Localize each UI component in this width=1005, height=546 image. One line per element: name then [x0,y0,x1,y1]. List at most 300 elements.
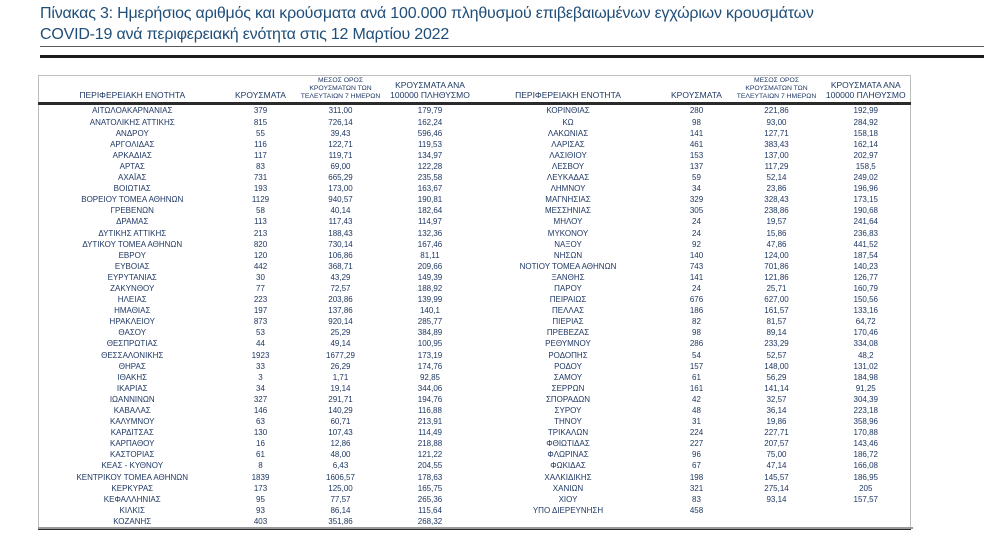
per100k-cell: 170,88 [853,428,878,438]
per100k-cell: 196,96 [853,184,878,194]
cases-cell: 820 [253,239,268,249]
region-name-cell: ΚΟΖΑΝΗΣ [39,516,226,529]
table-row [39,194,911,205]
per100k-cell: 163,67 [417,184,443,194]
avg7-cell: 328,43 [764,195,789,205]
cases-cell: 161 [689,383,704,393]
per100k-cell: 160,79 [853,283,878,293]
per100k-cell: 133,16 [853,306,878,316]
page-title-line1: Πίνακας 3: Ημερήσιος αριθμός και κρούσματα ανά 100.000 πληθυσμού επιβεβαιωμένων εγχώριων κρουσμάτων [40,5,814,22]
avg7-cell: 920,14 [328,317,353,327]
avg7-cell: 161,57 [764,306,789,316]
per100k-cell: 81,11 [420,250,440,260]
region-name-cell: ΑΝΑΤΟΛΙΚΗΣ ΑΤΤΙΚΗΣ [89,117,175,127]
cases-cell: 141 [689,272,704,282]
avg7-cell: 60,71 [330,417,351,427]
cases-cell: 55 [256,128,265,138]
per100k-cell: 202,97 [853,150,878,160]
region-name-cell: ΠΕΛΛΑΣ [551,306,585,316]
avg7-cell: 47,14 [766,461,787,471]
per100k-cell: 190,81 [417,195,443,205]
table-row [39,505,911,516]
per100k-cell: 173,19 [417,350,443,360]
per100k-cell: 116,88 [418,406,442,416]
table-row [39,183,911,194]
region-name-cell: ΜΗΛΟΥ [553,217,583,227]
table-row [39,427,911,438]
cases-cell: 30 [256,272,265,282]
cases-cell: 403 [226,516,296,529]
region-name-cell: ΦΛΩΡΙΝΑΣ [547,450,589,460]
table-row [39,316,911,327]
per100k-cell: 268,32 [386,516,475,529]
cases-cell: 305 [689,206,704,216]
region-name-cell: ΕΥΒΟΙΑΣ [114,261,150,271]
per100k-cell: 92,85 [419,372,441,382]
cases-cell: 61 [692,372,701,382]
avg7-cell: 311,00 [328,106,353,116]
region-name-cell: ΜΥΚΟΝΟΥ [547,228,589,238]
region-name-cell: ΒΟΡΕΙΟΥ ΤΟΜΕΑ ΑΘΗΝΩΝ [81,195,184,205]
region-name-cell: ΔΡΑΜΑΣ [116,217,149,227]
table-row [39,472,911,483]
cases-cell: 24 [692,228,701,238]
cases-cell: 44 [256,339,265,349]
cases-cell: 731 [253,173,268,183]
cases-cell: 1839 [251,472,270,482]
per100k-cell: 188,92 [417,283,443,293]
cases-cell: 223 [253,295,268,305]
table-row [39,117,911,128]
cases-cell: 82 [692,317,701,327]
cases-cell: 33 [256,361,265,371]
cases-cell: 98 [692,328,701,338]
avg7-cell: 238,86 [764,206,789,216]
avg7-cell: 93,14 [766,494,787,504]
per100k-cell: 384,89 [417,328,443,338]
cases-cell: 113 [254,217,267,227]
avg7-cell: 1,71 [332,372,349,382]
cases-cell: 379 [253,106,268,116]
table-row [39,139,911,150]
per100k-cell: 205 [859,483,873,493]
per100k-cell: 140,1 [419,306,441,316]
table-row [39,216,911,227]
col-header-per100k-right: ΚΡΟΥΣΜΑΤΑ ΑΝΑ 100000 ΠΛΗΘΥΣΜΟ [822,76,911,104]
region-name-cell: ΠΙΕΡΙΑΣ [552,317,584,327]
region-name-cell: ΝΟΤΙΟΥ ΤΟΜΕΑ ΑΘΗΝΩΝ [519,261,617,271]
col-header-region-left: ΠΕΡΙΦΕΡΕΙΑΚΗ ΕΝΟΤΗΤΑ [39,76,226,104]
avg7-cell: 36,14 [766,406,787,416]
per100k-cell: 143,46 [853,439,878,449]
covid-cases-table [38,75,911,530]
table-row [39,150,911,161]
per100k-cell: 121,22 [417,450,443,460]
region-name-cell: ΞΑΝΘΗΣ [551,272,585,282]
region-name-cell: ΙΚΑΡΙΑΣ [116,383,148,393]
avg7-cell: 32,57 [766,394,787,404]
region-name-cell: ΚΑΛΥΜΝΟΥ [110,417,155,427]
cases-cell: 61 [256,450,265,460]
cases-cell: 16 [256,439,265,449]
avg7-cell: 77,57 [330,494,351,504]
table-row [39,272,911,283]
per100k-cell: 178,63 [417,472,443,482]
per100k-cell: 114,97 [418,217,442,227]
col-header-avg7-right: ΜΕΣΟΣ ΟΡΟΣ ΚΡΟΥΣΜΑΤΩΝ ΤΩΝ ΤΕΛΕΥΤΑΙΩΝ 7 ΗΜΕΡΩΝ [732,76,822,104]
avg7-cell: 48,00 [330,450,351,460]
cases-cell: 461 [689,139,704,149]
cases-cell: 213 [253,228,268,238]
avg7-cell: 124,00 [764,250,789,260]
per100k-cell: 187,54 [853,250,878,260]
region-name-cell: ΖΑΚΥΝΘΟΥ [110,283,155,293]
avg7-cell [732,505,822,516]
cases-cell: 96 [692,450,701,460]
page-title [40,3,970,45]
avg7-cell: 351,86 [296,516,386,529]
table-row [39,305,911,316]
table-row [39,405,911,416]
region-name-cell: ΔΥΤΙΚΗΣ ΑΤΤΙΚΗΣ [98,228,167,238]
table-row [39,261,911,272]
avg7-cell: 145,57 [764,472,789,482]
region-name-cell: ΣΑΜΟΥ [553,372,583,382]
region-name-cell: ΤΗΝΟΥ [554,417,582,427]
avg7-cell: 701,86 [764,261,789,271]
per100k-cell: 134,97 [417,150,443,160]
table-row [39,161,911,172]
cases-cell: 59 [692,173,701,183]
table-row [39,283,911,294]
region-name-cell: ΝΗΣΩΝ [553,250,583,260]
title-divider-thick [40,55,984,58]
avg7-cell: 173,00 [328,184,353,194]
region-name-cell: ΛΑΡΙΣΑΣ [551,139,585,149]
avg7-cell: 117,29 [764,161,789,171]
region-name-cell: ΕΒΡΟΥ [118,250,146,260]
bottom-divider [38,527,913,529]
per100k-cell: 192,99 [853,106,878,116]
cases-cell: 141 [689,128,704,138]
cases-cell: 153 [689,150,704,160]
cases-cell: 140 [689,250,704,260]
region-name-cell: ΚΕΝΤΡΙΚΟΥ ΤΟΜΕΑ ΑΘΗΝΩΝ [76,472,189,482]
per100k-cell: 285,77 [417,317,443,327]
region-name-cell: ΑΙΤΩΛΟΑΚΑΡΝΑΝΙΑΣ [92,106,173,116]
region-name-cell: ΛΕΣΒΟΥ [551,161,585,171]
table-row [39,460,911,471]
cases-cell: 34 [256,383,265,393]
per100k-cell: 91,25 [855,383,876,393]
per100k-cell: 304,39 [853,394,878,404]
per100k-cell: 114,49 [418,428,442,438]
per100k-cell: 131,02 [853,361,878,371]
avg7-cell: 291,71 [328,394,353,404]
per100k-cell: 100,95 [417,339,443,349]
avg7-cell: 122,71 [328,139,353,149]
region-name-cell: ΙΘΑΚΗΣ [117,372,148,382]
region-name-cell: ΡΕΘΥΜΝΟΥ [545,339,591,349]
per100k-cell: 139,99 [417,295,443,305]
cases-cell: 54 [692,350,701,360]
region-name-cell: ΘΕΣΠΡΩΤΙΑΣ [106,339,158,349]
region-name-cell: ΡΟΔΟΠΗΣ [548,350,588,360]
cases-cell: 130 [253,428,268,438]
avg7-cell: 665,29 [328,173,353,183]
region-name-cell: ΗΡΑΚΛΕΙΟΥ [109,317,155,327]
per100k-cell: 186,95 [853,472,878,482]
region-name-cell: ΘΑΣΟΥ [118,328,147,338]
region-name-cell: ΚΑΡΔΙΤΣΑΣ [110,428,154,438]
col-header-region-right: ΠΕΡΙΦΕΡΕΙΑΚΗ ΕΝΟΤΗΤΑ [475,76,662,104]
avg7-cell: 52,14 [766,173,787,183]
per100k-cell: 158,5 [855,161,876,171]
table-row [39,361,911,372]
cases-cell: 329 [689,195,704,205]
avg7-cell: 39,43 [330,128,351,138]
region-name-cell: ΛΕΥΚΑΔΑΣ [546,173,590,183]
avg7-cell: 81,57 [766,317,787,327]
avg7-cell: 221,86 [764,106,789,116]
region-name-cell: ΜΕΣΣΗΝΙΑΣ [545,206,591,216]
avg7-cell: 233,29 [764,339,789,349]
cases-cell: 24 [692,283,701,293]
avg7-cell: 47,86 [766,239,787,249]
avg7-cell: 121,86 [764,272,789,282]
per100k-cell: 184,98 [853,372,878,382]
table-row [39,205,911,216]
cases-cell: 116 [254,139,267,149]
per100k-cell: 218,88 [417,439,443,449]
cases-cell: 117 [254,150,267,160]
per100k-cell: 596,46 [417,128,443,138]
region-name-cell: ΝΑΞΟΥ [554,239,582,249]
avg7-cell: 117,43 [328,217,353,227]
avg7-cell: 19,14 [330,383,351,393]
region-name-cell: ΑΡΤΑΣ [119,161,145,171]
cases-cell: 280 [689,106,704,116]
table-row [39,327,911,338]
avg7-cell: 137,86 [328,306,353,316]
region-name-cell: ΠΑΡΟΥ [554,283,582,293]
cases-cell: 227 [689,439,704,449]
region-name-cell: ΛΗΜΝΟΥ [550,184,586,194]
avg7-cell: 188,43 [328,228,353,238]
region-name-cell: ΚΕΡΚΥΡΑΣ [111,483,154,493]
table-row [39,294,911,305]
cases-cell: 92 [692,239,701,249]
region-name-cell: ΚΑΒΑΛΑΣ [113,406,151,416]
table-row [39,104,911,117]
per100k-cell: 126,77 [853,272,878,282]
region-name-cell: ΑΡΓΟΛΙΔΑΣ [110,139,155,149]
table-row [39,449,911,460]
avg7-cell: 106,86 [328,250,353,260]
avg7-cell: 383,43 [764,139,789,149]
cases-cell: 63 [256,417,265,427]
avg7-cell: 40,14 [330,206,351,216]
region-name-cell: ΑΝΔΡΟΥ [115,128,149,138]
avg7-cell: 119,71 [328,150,353,160]
avg7-cell: 227,71 [764,428,789,438]
avg7-cell: 23,86 [766,184,787,194]
region-name-cell: ΗΜΑΘΙΑΣ [114,306,151,316]
col-header-avg7-left: ΜΕΣΟΣ ΟΡΟΣ ΚΡΟΥΣΜΑΤΩΝ ΤΩΝ ΤΕΛΕΥΤΑΙΩΝ 7 ΗΜΕΡΩΝ [296,76,386,104]
avg7-cell: 52,57 [766,350,787,360]
region-name-cell: ΕΥΡΥΤΑΝΙΑΣ [107,272,157,282]
cases-cell: 1923 [251,350,270,360]
cases-cell: 83 [692,494,701,504]
avg7-cell: 86,14 [330,505,351,515]
region-name-cell: ΘΕΣΣΑΛΟΝΙΚΗΣ [101,350,164,360]
per100k-cell: 140,23 [853,261,878,271]
cases-cell: 327 [253,394,268,404]
avg7-cell: 940,57 [328,195,353,205]
avg7-cell: 137,00 [764,150,789,160]
cases-cell: 676 [689,295,704,305]
region-name-cell: ΥΠΟ ΔΙΕΡΕΥΝΗΣΗ [532,505,604,515]
avg7-cell: 49,14 [330,339,351,349]
region-name-cell: ΚΙΛΚΙΣ [119,505,145,515]
region-name-cell: ΧΑΛΚΙΔΙΚΗΣ [544,472,592,482]
cases-cell: 77 [256,283,265,293]
region-name-cell: ΣΕΡΡΩΝ [551,383,585,393]
cases-cell: 224 [689,428,704,438]
per100k-cell: 158,18 [853,128,878,138]
avg7-cell: 1677,29 [326,350,355,360]
cases-cell: 83 [256,161,265,171]
cases-cell: 48 [692,406,701,416]
avg7-cell: 56,29 [766,372,787,382]
per100k-cell: 132,36 [417,228,443,238]
table-row [39,128,911,139]
table-row [39,338,911,349]
cases-cell: 8 [258,461,263,471]
cases-cell: 95 [256,494,265,504]
avg7-cell: 43,29 [330,272,351,282]
region-name-cell: ΚΟΡΙΝΘΙΑΣ [546,106,590,116]
region-name-cell: ΛΑΣΙΘΙΟΥ [549,150,587,160]
per100k-cell: 64,72 [855,317,876,327]
cases-cell: 186 [689,306,704,316]
avg7-cell: 25,29 [330,328,351,338]
table-row [39,172,911,183]
per100k-cell: 209,66 [417,261,443,271]
per100k-cell: 284,92 [853,117,878,127]
cases-cell: 42 [692,394,701,404]
avg7-cell: 140,29 [328,406,353,416]
table-row [39,494,911,505]
avg7-cell: 19,57 [766,217,787,227]
region-name-cell: ΧΑΝΙΩΝ [552,483,584,493]
per100k-cell: 167,46 [417,239,443,249]
region-name-cell: ΣΥΡΟΥ [554,406,582,416]
table-row [39,383,911,394]
cases-cell: 458 [689,505,704,515]
cases-cell: 93 [256,505,265,515]
avg7-cell: 275,14 [764,483,789,493]
per100k-cell [822,505,911,516]
cases-cell: 67 [692,461,701,471]
per100k-cell: 235,58 [417,173,443,183]
region-name-cell: ΚΕΦΑΛΛΗΝΙΑΣ [103,494,161,504]
per100k-cell: 441,52 [853,239,878,249]
region-name-cell: ΠΕΙΡΑΙΩΣ [549,295,587,305]
avg7-cell: 730,14 [328,239,353,249]
region-name-cell: ΙΩΑΝΝΙΝΩΝ [109,394,155,404]
region-name-cell: ΑΡΚΑΔΙΑΣ [112,150,152,160]
region-name-cell: ΓΡΕΒΕΝΩΝ [110,206,154,216]
avg7-cell: 72,57 [330,283,351,293]
per100k-cell: 249,02 [853,173,878,183]
table-row [39,239,911,250]
per100k-cell: 174,76 [417,361,443,371]
per100k-cell: 165,75 [417,483,443,493]
region-name-cell: ΡΟΔΟΥ [554,361,582,371]
per100k-cell: 170,46 [853,328,878,338]
cases-cell: 53 [256,328,265,338]
per100k-cell: 179,79 [417,106,443,116]
cases-cell: 286 [689,339,704,349]
per100k-cell: 122,28 [417,161,443,171]
cases-cell: 24 [692,217,701,227]
region-name-cell: ΔΥΤΙΚΟΥ ΤΟΜΕΑ ΑΘΗΝΩΝ [82,239,183,249]
cases-cell: 442 [253,261,268,271]
region-name-cell: ΘΗΡΑΣ [118,361,146,371]
region-name-cell: ΗΛΕΙΑΣ [117,295,147,305]
cases-cell: 34 [692,184,701,194]
table-header [39,76,911,104]
cases-cell: 31 [692,417,701,427]
table-row [39,483,911,494]
per100k-cell: 150,56 [853,295,878,305]
region-name-cell: ΑΧΑΪΑΣ [117,173,147,183]
avg7-cell: 127,71 [764,128,789,138]
per100k-cell: 149,39 [417,272,443,282]
per100k-cell: 213,91 [417,417,443,427]
avg7-cell: 19,86 [766,417,787,427]
cases-cell: 197 [253,306,268,316]
table-row [39,416,911,427]
per100k-cell: 182,64 [417,206,443,216]
cases-cell: 157 [689,361,704,371]
col-header-per100k-left: ΚΡΟΥΣΜΑΤΑ ΑΝΑ 100000 ΠΛΗΘΥΣΜΟ [386,76,475,104]
per100k-cell: 162,14 [853,139,878,149]
cases-cell: 173 [253,483,268,493]
avg7-cell: 6,43 [332,461,349,471]
region-name-cell: ΜΑΓΝΗΣΙΑΣ [545,195,591,205]
title-divider-thin [40,46,984,47]
cases-cell: 873 [253,317,268,327]
region-name-cell: ΚΕΑΣ - ΚΥΘΝΟΥ [101,461,164,471]
cases-cell: 137 [689,161,704,171]
region-name-cell: ΠΡΕΒΕΖΑΣ [546,328,590,338]
cases-cell: 98 [692,117,701,127]
region-name-cell: ΚΑΣΤΟΡΙΑΣ [110,450,155,460]
avg7-cell: 107,43 [328,428,353,438]
cases-cell: 815 [253,117,268,127]
avg7-cell: 93,00 [766,117,787,127]
per100k-cell: 119,53 [418,139,442,149]
avg7-cell: 89,14 [766,328,787,338]
per100k-cell: 223,18 [853,406,878,416]
region-name-cell: ΦΘΙΩΤΙΔΑΣ [546,439,590,449]
avg7-cell: 15,86 [766,228,787,238]
region-name-cell: ΚΑΡΠΑΘΟΥ [110,439,155,449]
region-name-cell: ΣΠΟΡΑΔΩΝ [545,394,591,404]
cases-cell: 146 [253,406,268,416]
